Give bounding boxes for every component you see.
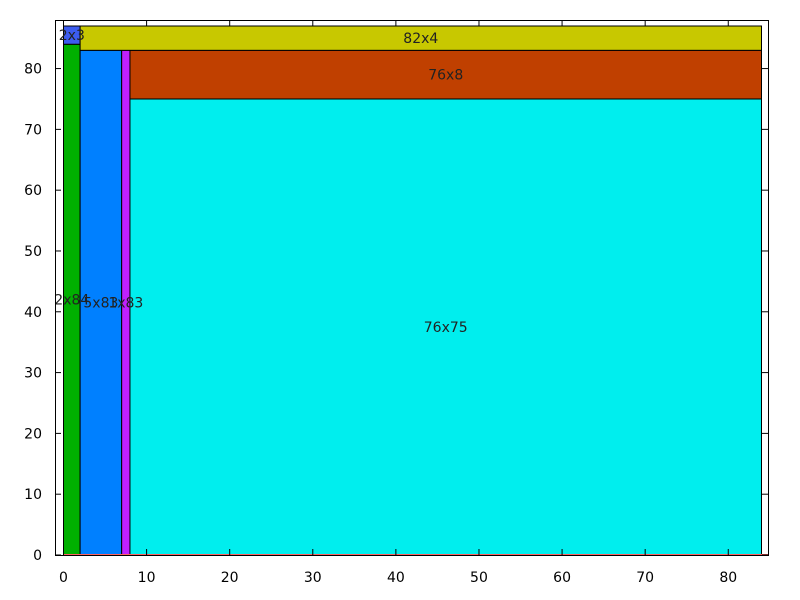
x-tick-label-50: 50 xyxy=(470,570,488,586)
x-tick-label-40: 40 xyxy=(386,570,405,586)
y-tick-label-0: 0 xyxy=(33,548,42,564)
rect-label-2x3: 2x3 xyxy=(58,28,85,45)
rect-label-2x84: 2x84 xyxy=(54,292,90,309)
x-tick-label-0: 0 xyxy=(59,570,68,586)
x-tick-label-20: 20 xyxy=(220,570,239,586)
y-tick-label-60: 60 xyxy=(24,183,42,200)
y-tick-label-20: 20 xyxy=(24,426,42,443)
x-tick-label-30: 30 xyxy=(303,570,322,586)
rect-label-5x83: 5x83 xyxy=(83,295,119,312)
rect-label-76x8: 76x8 xyxy=(428,67,464,84)
rect-label-1x83: 1x83 xyxy=(108,295,144,312)
y-tick-label-50: 50 xyxy=(24,243,42,260)
y-tick-label-80: 80 xyxy=(24,61,42,78)
rect-label-82x4: 82x4 xyxy=(403,31,439,48)
x-tick-label-60: 60 xyxy=(553,570,571,586)
x-tick-label-10: 10 xyxy=(137,570,156,586)
y-tick-label-30: 30 xyxy=(24,365,42,382)
rect-label-76x75: 76x75 xyxy=(423,319,468,336)
x-tick-label-80: 80 xyxy=(719,570,738,586)
y-tick-label-70: 70 xyxy=(24,122,42,139)
y-tick-label-10: 10 xyxy=(24,487,42,504)
y-tick-label-40: 40 xyxy=(24,304,42,321)
x-tick-label-70: 70 xyxy=(636,570,655,586)
rect-layer xyxy=(64,26,769,555)
